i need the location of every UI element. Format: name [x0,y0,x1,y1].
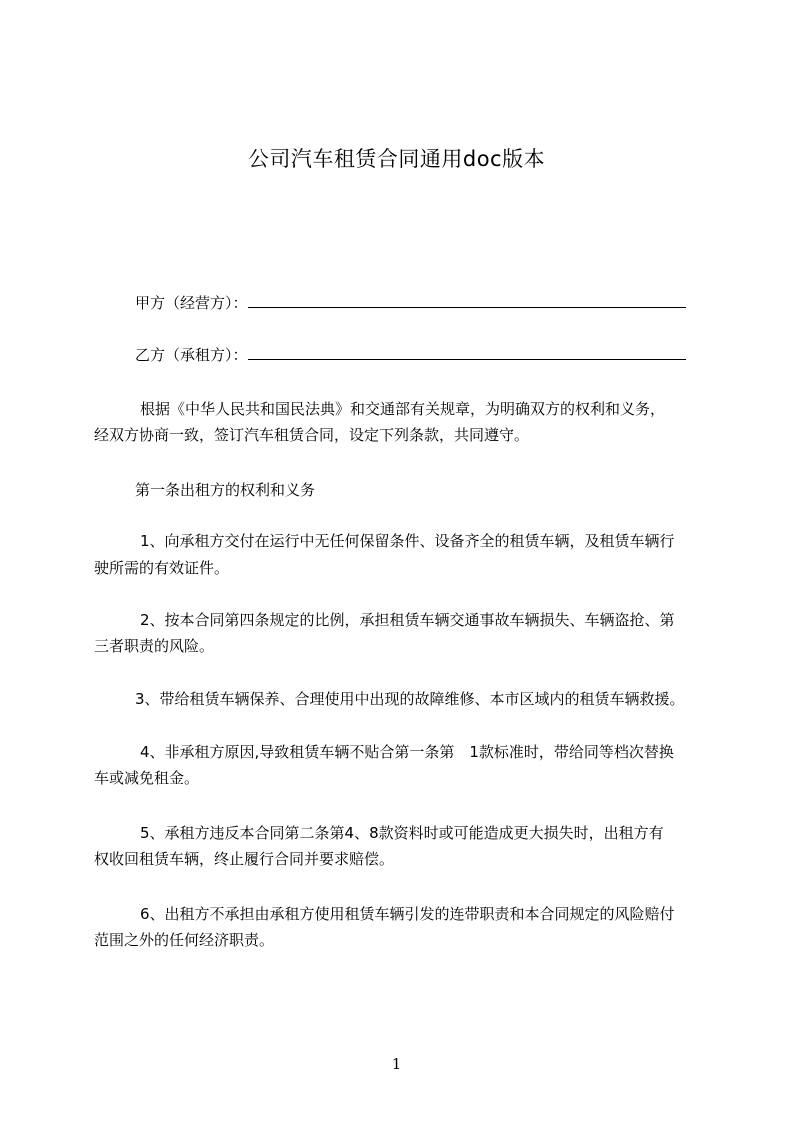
page-number: 1 [391,1055,402,1073]
party-b-label: 乙方（承租方）： [135,346,248,364]
document-title: 公司汽车租赁合同通用doc版本 [247,147,546,171]
item-2-line-1: 2、按本合同第四条规定的比例，承担租赁车辆交通事故车辆损失、车辆盗抢、第 [140,611,675,629]
item-6-line-2: 范围之外的任何经济职责。 [94,931,275,949]
item-4-line-2: 车或减免租金。 [94,769,200,787]
article-1-heading: 第一条出租方的权利和义务 [135,481,316,499]
item-5-line-2: 权收回租赁车辆，终止履行合同并要求赔偿。 [94,850,395,868]
party-a-label: 甲方（经营方）： [135,294,248,312]
item-3-line-1: 3、带给租赁车辆保养、合理使用中出现的故障维修、本市区域内的租赁车辆救援。 [135,690,685,708]
item-6-line-1: 6、出租方不承担由承租方使用租赁车辆引发的连带职责和本合同规定的风险赔付 [140,905,675,923]
item-5-line-1: 5、承租方违反本合同第二条第4、8款资料时或可能造成更大损失时，出租方有 [140,824,664,842]
preamble-line-1: 根据《中华人民共和国民法典》和交通部有关规章，为明确双方的权利和义务， [140,400,666,418]
item-4-line-1: 4、非承租方原因,导致租赁车辆不贴合第一条第 1款标准时，带给同等档次替换 [140,743,674,761]
party-a-line [135,292,686,313]
item-1-line-2: 驶所需的有效证件。 [94,559,230,577]
party-b-line [135,344,686,365]
party-a-blank [248,293,686,308]
item-2-line-2: 三者职责的风险。 [94,637,215,655]
item-1-line-1: 1、向承租方交付在运行中无任何保留条件、设备齐全的租赁车辆，及租赁车辆行 [140,532,675,550]
party-b-blank [248,345,686,360]
preamble-line-2: 经双方协商一致，签订汽车租赁合同，设定下列条款，共同遵守。 [94,426,530,444]
